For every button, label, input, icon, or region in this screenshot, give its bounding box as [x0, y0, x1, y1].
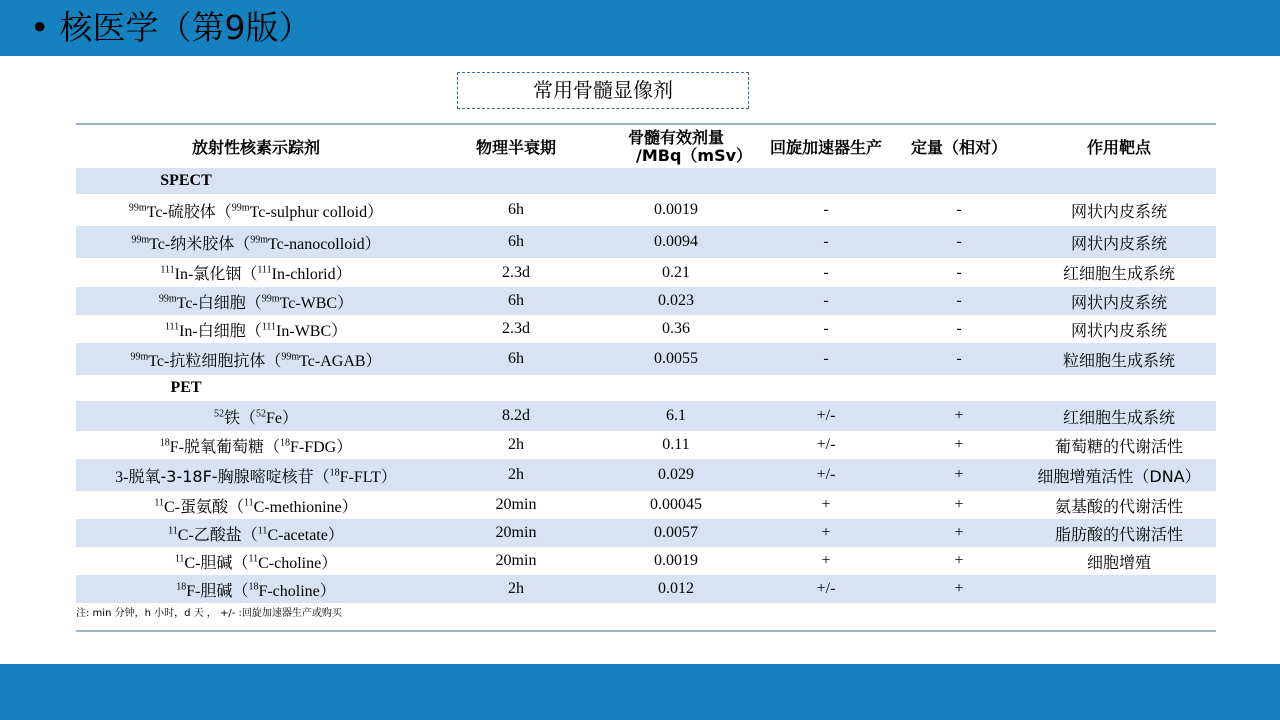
target-cell: 氨基酸的代谢活性: [1054, 496, 1183, 516]
section-empty-cell: [756, 168, 896, 194]
table-row: [76, 258, 1216, 287]
isotope-superscript: 11: [257, 525, 268, 537]
target-cell: 网状内皮系统: [1022, 226, 1216, 258]
isotope-superscript: 111: [160, 264, 175, 276]
agent-cell: [76, 431, 436, 459]
agent-name-cn: 胆碱: [200, 580, 233, 600]
header-dose-line1: 骨髓有效剂量: [627, 127, 724, 147]
isotope-superscript: 111: [164, 321, 180, 333]
paren-close: ）: [364, 233, 381, 253]
section-label: SPECT: [76, 168, 436, 194]
half-life-cell: 20min: [495, 496, 537, 513]
header-cyclotron: 回旋加速器生产: [769, 138, 882, 157]
cyclotron-cell: -: [756, 343, 896, 375]
quantitative-cell: +: [954, 496, 964, 513]
half-life-cell: 8.2d: [436, 401, 596, 431]
isotope-superscript: 111: [261, 321, 277, 333]
paren-close: ）: [331, 320, 348, 340]
cyclotron-cell: -: [823, 201, 829, 218]
agent-prefix: C-: [177, 526, 194, 544]
isotope-superscript: 18: [280, 437, 290, 449]
quantitative-cell: +: [896, 459, 1022, 491]
bone-marrow-agents-table: [76, 125, 1216, 603]
dose-cell: 0.012: [596, 575, 756, 603]
agent-name-cn: 蛋氨酸: [179, 496, 228, 516]
agent-cell: [76, 287, 436, 315]
agent-prefix: C-: [163, 498, 180, 516]
dose-cell: 0.11: [662, 436, 690, 453]
paren-close: ）: [367, 201, 384, 221]
agent-prefix: In-: [174, 266, 194, 283]
table-row: [76, 459, 1216, 491]
isotope-superscript: 99m: [250, 234, 269, 246]
table-footnote: 注: min 分钟，h 小时，d 天 ， +/- :回旋加速器生产或购买: [76, 608, 342, 619]
dose-cell: 0.21: [662, 263, 690, 281]
title-bullet-icon: •: [30, 8, 50, 47]
paren-close: ）: [321, 552, 338, 572]
paren-close: ）: [337, 292, 354, 312]
agent-cell: [76, 575, 436, 603]
section-empty-cell: [896, 375, 1022, 401]
table-row: [76, 431, 1216, 459]
target-cell: 网状内皮系统: [1070, 201, 1167, 221]
target-cell: [1022, 575, 1216, 603]
agent-prefix: Tc-: [176, 294, 198, 312]
paren-close: ）: [335, 264, 352, 283]
paren-close: ）: [282, 407, 299, 427]
agent-prefix: 3-: [115, 468, 129, 486]
paren-close: ）: [341, 496, 358, 516]
dose-cell: 0.0055: [596, 343, 756, 375]
agent-name-en: F-choline: [258, 582, 320, 600]
isotope-superscript: 11: [174, 553, 185, 565]
agent-name-cn: 硫胶体: [167, 201, 216, 221]
paren-open: （: [241, 264, 258, 283]
half-life-cell: 2.3d: [502, 320, 530, 337]
target-cell: 红细胞生成系统: [1022, 401, 1216, 431]
isotope-superscript: 99m: [281, 351, 300, 363]
half-life-cell: 6h: [436, 287, 596, 315]
agent-prefix: Tc-: [146, 203, 168, 221]
cyclotron-cell: +/-: [816, 436, 836, 453]
half-life-cell: 6h: [508, 201, 524, 218]
half-life-cell: 2h: [508, 436, 524, 453]
isotope-superscript: 11: [248, 553, 259, 565]
agent-name-cn: 氯化铟: [193, 264, 242, 283]
header-dose-line2: /MBq（mSv）: [636, 145, 753, 165]
table-row: [76, 194, 1216, 226]
table-row: [76, 315, 1216, 343]
isotope-superscript: 18: [329, 467, 340, 479]
cyclotron-cell: +/-: [756, 401, 896, 431]
cyclotron-cell: -: [823, 320, 829, 337]
target-cell: 红细胞生成系统: [1062, 264, 1175, 283]
isotope-superscript: 99m: [158, 293, 177, 305]
dose-cell: 0.36: [662, 320, 690, 337]
agent-name-en: Tc-nanocolloid: [268, 235, 365, 253]
table-header-row: [76, 125, 1216, 168]
section-empty-cell: [436, 168, 596, 194]
cyclotron-cell: +/-: [756, 459, 896, 491]
half-life-cell: 6h: [436, 226, 596, 258]
half-life-cell: 2h: [436, 459, 596, 491]
paren-open: （: [228, 496, 245, 516]
target-cell: 网状内皮系统: [1070, 320, 1167, 340]
section-empty-cell: [596, 168, 756, 194]
agent-cell: [76, 343, 436, 375]
section-row-pet: [76, 375, 1216, 401]
section-row-spect: [76, 168, 1216, 194]
section-empty-cell: [436, 375, 596, 401]
table-row: [76, 343, 1216, 375]
dose-cell: 0.0094: [596, 226, 756, 258]
section-empty-cell: [596, 375, 756, 401]
table-caption: 常用骨髓显像剂: [457, 72, 749, 109]
agent-name-cn: 铁: [223, 407, 240, 427]
quantitative-cell: -: [956, 263, 962, 281]
table-row: [76, 287, 1216, 315]
paren-close: ）: [365, 350, 382, 370]
agent-name-en: C-methionine: [253, 498, 342, 516]
agent-name-en: In-chlorid: [271, 266, 336, 283]
isotope-superscript: 18: [176, 581, 187, 593]
dose-cell: 0.029: [596, 459, 756, 491]
dose-cell: 0.0019: [654, 552, 698, 569]
isotope-superscript: 18: [159, 437, 170, 449]
agent-prefix: In-: [179, 322, 198, 340]
quantitative-cell: +: [954, 436, 964, 453]
quantitative-cell: -: [896, 287, 1022, 315]
agent-name-en: Tc-AGAB: [299, 352, 366, 370]
table-row: [76, 519, 1216, 547]
quantitative-cell: -: [956, 201, 962, 218]
agent-cell: [76, 459, 436, 491]
isotope-superscript: 11: [154, 497, 164, 509]
agent-prefix: C-: [184, 554, 201, 572]
paren-close: ）: [319, 580, 336, 600]
paren-open: （: [239, 407, 256, 427]
isotope-superscript: 52: [256, 408, 266, 420]
paren-close: ）: [327, 524, 344, 544]
dose-cell: 0.0057: [596, 519, 756, 547]
agent-name-cn: 白细胞: [197, 320, 246, 340]
agent-cell: [76, 258, 436, 287]
cyclotron-cell: -: [756, 287, 896, 315]
agent-cell: [76, 401, 436, 431]
dose-cell: 0.00045: [650, 496, 702, 513]
half-life-cell: 20min: [436, 519, 596, 547]
agent-name-en: Fe: [266, 409, 282, 427]
table-row: [76, 575, 1216, 603]
dose-cell: 0.023: [596, 287, 756, 315]
paren-close: ）: [336, 436, 353, 456]
agent-cell: [76, 226, 436, 258]
paren-open: （: [234, 233, 251, 253]
agent-prefix: Tc-: [148, 352, 170, 370]
table-row: [76, 401, 1216, 431]
header-quantitative: 定量（相对）: [910, 138, 1007, 157]
section-label: PET: [170, 379, 202, 396]
bottom-banner: [0, 664, 1280, 720]
isotope-superscript: 99m: [231, 202, 250, 214]
isotope-superscript: 99m: [131, 234, 150, 246]
cyclotron-cell: +: [756, 519, 896, 547]
section-empty-cell: [1022, 168, 1216, 194]
slide-title-text: 核医学（第9版）: [59, 8, 312, 47]
table-row: [76, 547, 1216, 575]
quantitative-cell: +: [954, 552, 964, 569]
table-body: [76, 168, 1216, 603]
agent-name-cn: 白细胞: [197, 292, 246, 312]
agent-name-en: C-choline: [258, 554, 322, 572]
agent-name-en: Tc-sulphur colloid: [249, 203, 368, 221]
quantitative-cell: -: [956, 320, 962, 337]
paren-open: （: [232, 552, 249, 572]
isotope-superscript: 18: [248, 581, 259, 593]
paren-open: （: [245, 292, 262, 312]
isotope-superscript: 99m: [130, 351, 149, 363]
cyclotron-cell: +/-: [756, 575, 896, 603]
cyclotron-cell: -: [756, 226, 896, 258]
isotope-superscript: 11: [244, 497, 254, 509]
isotope-superscript: 52: [213, 408, 224, 420]
agent-name-en: In-WBC: [276, 322, 332, 340]
quantitative-cell: +: [896, 401, 1022, 431]
target-cell: 脂肪酸的代谢活性: [1022, 519, 1216, 547]
agent-cell: [76, 194, 436, 226]
paren-open: （: [265, 350, 282, 370]
half-life-cell: 20min: [495, 552, 537, 569]
paren-close: ）: [380, 466, 397, 486]
half-life-cell: 6h: [436, 343, 596, 375]
agent-name-cn: 脱氧-3-18F-胸腺嘧啶核苷: [128, 466, 314, 486]
table-row: [76, 226, 1216, 258]
header-agent: 放射性核素示踪剂: [191, 138, 320, 157]
agent-name-cn: 胆碱: [200, 552, 233, 572]
agent-name-cn: 抗粒细胞抗体: [169, 350, 266, 370]
agent-prefix: Tc-: [149, 235, 171, 253]
agent-name-cn: 纳米胶体: [170, 233, 235, 253]
paren-open: （: [241, 524, 258, 544]
target-cell: 葡萄糖的代谢活性: [1054, 436, 1183, 456]
agent-cell: [76, 315, 436, 343]
cyclotron-cell: +: [821, 496, 831, 513]
agent-cell: [76, 547, 436, 575]
quantitative-cell: +: [896, 575, 1022, 603]
agent-prefix: F-: [186, 582, 201, 600]
agent-name-en: F-FLT: [339, 468, 381, 486]
agent-name-en: Tc-WBC: [279, 294, 338, 312]
isotope-superscript: 99m: [261, 293, 280, 305]
isotope-superscript: 111: [257, 264, 272, 276]
dose-cell: 6.1: [596, 401, 756, 431]
section-empty-cell: [756, 375, 896, 401]
half-life-cell: 2.3d: [502, 263, 530, 281]
paren-open: （: [313, 466, 330, 486]
section-empty-cell: [896, 168, 1022, 194]
section-empty-cell: [1022, 375, 1216, 401]
quantitative-cell: +: [896, 519, 1022, 547]
header-dose: [596, 125, 756, 168]
quantitative-cell: -: [896, 343, 1022, 375]
cyclotron-cell: -: [823, 263, 829, 281]
target-cell: 网状内皮系统: [1022, 287, 1216, 315]
half-life-cell: 2h: [436, 575, 596, 603]
agent-name-en: C-acetate: [267, 526, 328, 544]
table-bottom-rule: [76, 630, 1216, 632]
agent-cell: [76, 519, 436, 547]
dose-cell: 0.0019: [654, 201, 698, 218]
quantitative-cell: -: [896, 226, 1022, 258]
paren-open: （: [232, 580, 249, 600]
header-half-life: 物理半衰期: [475, 138, 556, 157]
agent-name-en: F-FDG: [290, 438, 337, 456]
isotope-superscript: 11: [168, 525, 178, 537]
agent-cell: [76, 491, 436, 519]
target-cell: 细胞增殖活性（DNA）: [1022, 459, 1216, 491]
paren-open: （: [215, 201, 232, 221]
cyclotron-cell: +: [821, 552, 831, 569]
target-cell: 细胞增殖: [1086, 552, 1151, 572]
paren-open: （: [263, 436, 280, 456]
header-target: 作用靶点: [1086, 138, 1151, 157]
table-row: [76, 491, 1216, 519]
agent-prefix: F-: [169, 438, 184, 456]
isotope-superscript: 99m: [128, 202, 147, 214]
agent-name-cn: 乙酸盐: [193, 524, 242, 544]
paren-open: （: [245, 320, 262, 340]
slide-title: [30, 4, 311, 52]
agent-name-cn: 脱氧葡萄糖: [183, 436, 264, 456]
target-cell: 粒细胞生成系统: [1022, 343, 1216, 375]
